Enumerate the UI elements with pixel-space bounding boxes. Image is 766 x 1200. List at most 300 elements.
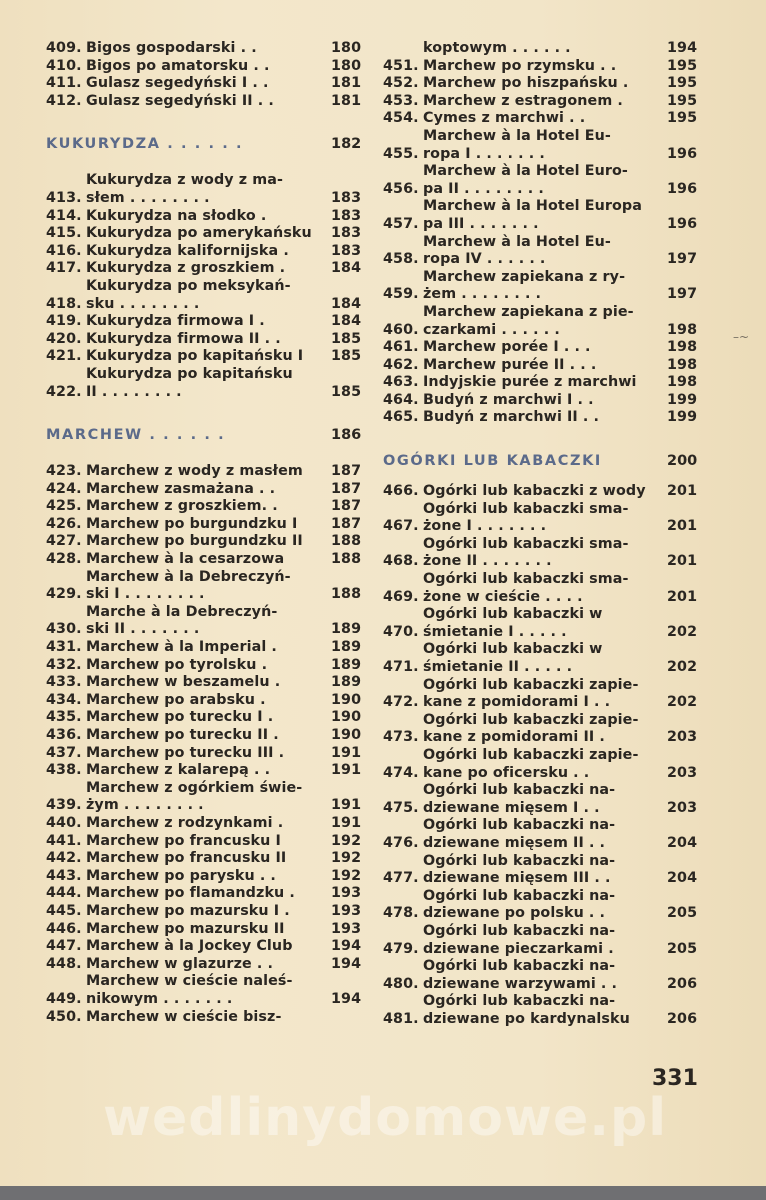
entry-number: 422.	[46, 383, 82, 400]
entry-number: 430.	[46, 621, 82, 638]
entry-number: 415.	[46, 225, 82, 242]
entry-title	[86, 709, 331, 727]
entry-page: 191	[331, 797, 362, 814]
entry-title-line: Ogórki lub kabaczki na-	[423, 922, 616, 939]
section-page: 182	[331, 136, 362, 153]
entry-title-line: Marchew po rzymsku . .	[423, 57, 617, 74]
entry-title	[423, 392, 667, 410]
entry-page: 190	[331, 691, 362, 708]
entry-number: 438.	[46, 762, 82, 779]
entry-title	[86, 75, 331, 93]
index-entry	[46, 639, 362, 657]
entry-title	[86, 208, 331, 226]
entry-title-line: Marchew po parysku . .	[86, 867, 276, 884]
entry-title	[86, 225, 331, 243]
entry-title-line: Marchew po flamandzku .	[86, 885, 295, 902]
index-entry	[383, 57, 698, 76]
entry-page: 193	[331, 902, 362, 919]
entry-page: 189	[331, 674, 362, 691]
index-entry	[383, 483, 698, 501]
entry-title	[86, 780, 331, 815]
entry-page: 195	[667, 57, 698, 74]
watermark: wedlinydomowe.pl	[102, 1088, 668, 1148]
entry-number: 418.	[46, 295, 82, 312]
entry-page: 204	[667, 870, 698, 887]
entry-title	[86, 833, 331, 851]
section-heading	[46, 427, 362, 444]
entry-page: 188	[331, 586, 362, 603]
spacer	[383, 469, 695, 483]
index-entry	[383, 817, 698, 852]
entry-number: 479.	[383, 940, 419, 957]
entry-title-line: Marchew w cieście bisz-	[86, 1008, 282, 1025]
spacer	[383, 427, 695, 453]
entry-title-line: Marchew à la Imperial .	[86, 639, 277, 656]
entry-page: 203	[667, 729, 698, 746]
index-entry	[383, 303, 698, 339]
entry-title	[86, 639, 331, 657]
entry-title	[423, 923, 667, 958]
entry-title-line: Marchew à la Hotel Eu-	[423, 127, 611, 144]
entry-title-line: Marchew z rodzynkami .	[86, 814, 284, 831]
entry-number: 447.	[46, 938, 82, 955]
entry-title-line: Ogórki lub kabaczki sma-	[423, 571, 629, 588]
index-entry	[46, 498, 362, 516]
entry-page: 191	[331, 762, 362, 779]
index-entry	[46, 867, 362, 886]
index-entry	[46, 603, 362, 639]
entry-number: 462.	[383, 356, 419, 373]
entry-title	[86, 551, 331, 569]
index-entry	[383, 233, 698, 269]
entry-title	[86, 498, 331, 516]
entry-number: 425.	[46, 498, 82, 515]
index-entry	[46, 885, 362, 903]
entry-title	[86, 762, 331, 780]
entry-title	[86, 569, 331, 604]
entry-title-line: Cymes z marchwi . .	[423, 110, 586, 127]
entry-number: 457.	[383, 215, 419, 232]
entry-page: 187	[331, 463, 362, 480]
entry-title-line: Marchew z wody z masłem	[86, 463, 303, 480]
entry-title-line: Marchew à la Debreczyń-	[86, 568, 291, 585]
entry-title-line: śmietanie I . . . . .	[423, 623, 567, 640]
entry-title-line: Bigos po amatorsku . .	[86, 57, 270, 74]
entry-title	[86, 1009, 331, 1027]
entry-title	[86, 40, 331, 58]
index-entry	[383, 391, 698, 410]
entry-page: 194	[667, 40, 698, 56]
entry-title	[86, 745, 331, 763]
index-column-left	[46, 40, 362, 1026]
entry-title	[86, 956, 331, 974]
index-entry	[383, 339, 698, 357]
entry-title	[86, 692, 331, 710]
entry-number: 427.	[46, 533, 82, 550]
section-heading	[383, 453, 698, 470]
entry-title-line: żone II . . . . . . .	[423, 553, 552, 570]
entry-page: 181	[331, 92, 362, 109]
entry-title-line: koptowym . . . . . .	[423, 40, 571, 56]
entry-title	[86, 58, 331, 76]
entry-title	[86, 921, 331, 939]
entry-page: 185	[331, 330, 362, 347]
entry-title	[86, 516, 331, 534]
entry-title-line: II . . . . . . . .	[86, 383, 182, 400]
index-entry	[46, 973, 362, 1008]
entry-number: 444.	[46, 885, 82, 902]
entry-page: 185	[331, 348, 362, 365]
index-entry	[46, 225, 362, 243]
index-entry	[46, 551, 362, 569]
entry-title-line: Ogórki lub kabaczki z wody	[423, 483, 646, 500]
entry-title-line: Ogórki lub kabaczki na-	[423, 887, 616, 904]
entry-page: 205	[667, 905, 698, 922]
entry-page: 206	[667, 975, 698, 992]
entry-page: 196	[667, 145, 698, 162]
section-page: 200	[667, 453, 698, 470]
entry-page: 184	[331, 260, 362, 277]
entry-title-line: żone I . . . . . . .	[423, 518, 547, 535]
index-entry	[46, 348, 362, 366]
entry-number: 460.	[383, 321, 419, 338]
index-entry	[46, 277, 362, 313]
entry-page: 189	[331, 621, 362, 638]
index-entry	[46, 920, 362, 939]
entry-number: 428.	[46, 551, 82, 568]
entry-page: 205	[667, 940, 698, 957]
entry-number: 410.	[46, 57, 82, 74]
entry-number: 471.	[383, 659, 419, 675]
index-column-right	[383, 40, 698, 1028]
entry-page: 196	[667, 215, 698, 232]
entry-number: 431.	[46, 639, 82, 656]
entry-title-line: Ogórki lub kabaczki na-	[423, 852, 616, 869]
entry-title-line: Ogórki lub kabaczki na-	[423, 782, 616, 799]
entry-title	[423, 501, 667, 536]
entry-page: 180	[331, 40, 362, 56]
entry-page: 192	[331, 850, 362, 867]
entry-page: 194	[331, 955, 362, 972]
entry-title	[423, 269, 667, 304]
entry-number: 439.	[46, 797, 82, 814]
entry-title	[423, 110, 667, 128]
entry-title-line: żone w cieście . . . .	[423, 588, 583, 605]
entry-title-line: ski I . . . . . . . .	[86, 586, 205, 603]
entry-title-line: dziewane mięsem III . .	[423, 870, 611, 887]
entry-title-line: Marchew porée I . . .	[423, 339, 591, 356]
entry-page: 194	[331, 938, 362, 955]
entry-title-line: Kukurydza po amerykańsku	[86, 225, 312, 242]
entry-title	[86, 172, 331, 207]
index-entry	[383, 127, 698, 163]
entry-page: 187	[331, 515, 362, 532]
index-entry	[46, 674, 362, 692]
entry-title	[423, 40, 667, 58]
index-entry	[383, 163, 698, 198]
entry-title	[423, 958, 667, 993]
entry-number: 475.	[383, 799, 419, 816]
index-entry	[46, 313, 362, 331]
entry-title-line: Kukurydza kalifornijska .	[86, 242, 289, 259]
entry-number: 472.	[383, 694, 419, 711]
entry-title-line: Ogórki lub kabaczki zapie-	[423, 711, 639, 728]
entry-title	[423, 75, 667, 93]
entry-title-line: czarkami . . . . . .	[423, 321, 560, 338]
index-entry	[46, 207, 362, 226]
entry-page: 189	[331, 656, 362, 673]
entry-title-line: Marchew à la cesarzowa	[86, 551, 285, 568]
entry-page: 193	[331, 885, 362, 902]
index-entry	[46, 762, 362, 780]
entry-title-line: Marchew po turecku III .	[86, 744, 285, 761]
entry-page: 204	[667, 834, 698, 851]
entry-number: 463.	[383, 374, 419, 391]
entry-title-line: Ogórki lub kabaczki na-	[423, 993, 616, 1010]
entry-page: 201	[667, 518, 698, 535]
index-entry	[46, 533, 362, 551]
entry-page: 190	[331, 727, 362, 743]
entry-number: 436.	[46, 727, 82, 743]
entry-number: 450.	[46, 1008, 82, 1025]
entry-number: 459.	[383, 286, 419, 303]
entry-page: 184	[331, 295, 362, 312]
entry-number: 412.	[46, 92, 82, 109]
entry-title-line: Ogórki lub kabaczki na-	[423, 958, 616, 975]
entry-page: 201	[667, 553, 698, 570]
entry-title-line: Marchew po hiszpańsku .	[423, 75, 629, 92]
entry-title	[86, 674, 331, 692]
entry-number: 466.	[383, 483, 419, 500]
entry-title-line: Marchew zasmażana . .	[86, 480, 276, 497]
entry-page: 183	[331, 242, 362, 259]
entry-title	[423, 93, 667, 111]
index-entry	[383, 993, 698, 1028]
entry-title-line: Indyjskie purée z marchwi	[423, 374, 637, 391]
page-number: 331	[652, 1066, 698, 1091]
entry-title-line: Kukurydza firmowa I .	[86, 313, 265, 330]
entry-title-line: Marchew po mazursku I .	[86, 902, 290, 919]
entry-title	[423, 571, 667, 606]
entry-title-line: Marchew po turecku I .	[86, 709, 274, 726]
entry-title-line: Ogórki lub kabaczki zapie-	[423, 676, 639, 693]
entry-title-line: Ogórki lub kabaczki sma-	[423, 535, 629, 552]
entry-number: 465.	[383, 409, 419, 426]
entry-title	[423, 677, 667, 712]
entry-number: 480.	[383, 975, 419, 992]
entry-title-line: Ogórki lub kabaczki sma-	[423, 500, 629, 517]
entry-title-line: Marchew po francusku I	[86, 832, 281, 849]
index-entry	[46, 92, 362, 111]
index-entry	[46, 744, 362, 763]
entry-number: 470.	[383, 623, 419, 640]
index-entry	[383, 374, 698, 392]
index-entry	[383, 958, 698, 993]
entry-number: 451.	[383, 57, 419, 74]
entry-page: 191	[331, 744, 362, 761]
index-entry	[46, 656, 362, 675]
entry-title-line: dziewane mięsem I . .	[423, 799, 600, 816]
entry-number: 449.	[46, 990, 82, 1007]
entry-page: 203	[667, 799, 698, 816]
spacer	[46, 401, 359, 427]
entry-title	[423, 409, 667, 427]
entry-page: 183	[331, 207, 362, 224]
entry-title-line: dziewane pieczarkami .	[423, 940, 614, 957]
entry-title-line: Marchew w cieście naleś-	[86, 973, 293, 990]
entry-page: 187	[331, 480, 362, 497]
section-heading	[46, 136, 362, 153]
index-entry	[46, 515, 362, 534]
index-entry	[383, 40, 698, 58]
entry-page: 183	[331, 225, 362, 242]
entry-number: 456.	[383, 180, 419, 197]
index-entry	[46, 850, 362, 868]
entry-title-line: Marchew à la Jockey Club	[86, 938, 293, 955]
entry-title	[86, 93, 331, 111]
entry-title-line: Marchew po mazursku II	[86, 920, 285, 937]
entry-title	[86, 313, 331, 331]
entry-title-line: Gulasz segedyński II . .	[86, 92, 274, 109]
spacer	[46, 152, 359, 172]
entry-title	[86, 604, 331, 639]
entry-number: 417.	[46, 260, 82, 277]
entry-title-line: Kukurydza po kapitańsku I	[86, 348, 304, 365]
entry-title	[86, 850, 331, 868]
entry-title-line: Marchew po francusku II	[86, 850, 287, 867]
entry-page: 194	[331, 990, 362, 1007]
index-entry	[46, 330, 362, 349]
entry-page: 195	[667, 92, 698, 109]
section-title: MARCHEW . . . . . .	[46, 427, 226, 444]
index-entry	[383, 500, 698, 536]
index-entry	[46, 40, 362, 58]
index-entry	[46, 832, 362, 851]
entry-title	[423, 606, 667, 641]
entry-title-line: kane po oficersku . .	[423, 764, 590, 781]
entry-number: 461.	[383, 339, 419, 356]
index-entry	[383, 922, 698, 958]
index-entry	[46, 260, 362, 278]
index-entry	[383, 606, 698, 641]
entry-page: 196	[667, 180, 698, 197]
entry-number: 445.	[46, 902, 82, 919]
entry-number: 452.	[383, 75, 419, 92]
entry-number: 481.	[383, 1010, 419, 1027]
index-entry	[46, 938, 362, 956]
entry-title-line: dziewane po polsku . .	[423, 905, 606, 922]
entry-title	[423, 993, 667, 1028]
entry-title-line: Bigos gospodarski . .	[86, 40, 257, 56]
entry-number: 416.	[46, 242, 82, 259]
entry-title-line: Gulasz segedyński I . .	[86, 75, 269, 92]
index-entry	[46, 365, 362, 401]
entry-title-line: pa II . . . . . . . .	[423, 180, 544, 197]
entry-page: 198	[667, 339, 698, 356]
entry-number: 432.	[46, 656, 82, 673]
entry-title-line: Budyń z marchwi I . .	[423, 391, 594, 408]
entry-number: 453.	[383, 92, 419, 109]
entry-title-line: Marchew z kalarepą . .	[86, 762, 271, 779]
index-entry	[383, 641, 698, 676]
entry-title	[86, 366, 331, 401]
entry-title	[86, 727, 331, 745]
entry-page: 183	[331, 189, 362, 206]
entry-number: 424.	[46, 480, 82, 497]
entry-title-line: Marchew à la Hotel Eu-	[423, 233, 611, 250]
entry-number: 478.	[383, 905, 419, 922]
entry-number: 454.	[383, 110, 419, 127]
index-entry	[46, 955, 362, 974]
entry-page: 206	[667, 1010, 698, 1027]
entry-number: 473.	[383, 729, 419, 746]
scan-edge	[0, 1186, 766, 1200]
entry-number: 464.	[383, 391, 419, 408]
index-entry	[383, 356, 698, 375]
index-entry	[46, 1009, 359, 1027]
entry-page: 198	[667, 321, 698, 338]
entry-page: 199	[667, 409, 698, 426]
entry-page: 180	[331, 57, 362, 74]
index-entry	[383, 887, 698, 923]
index-entry	[383, 711, 698, 747]
entry-number: 434.	[46, 691, 82, 708]
entry-title-line: Kukurydza po meksykań-	[86, 277, 291, 294]
entry-title-line: nikowym . . . . . . .	[86, 990, 233, 1007]
entry-title	[86, 463, 331, 481]
index-entry	[383, 110, 698, 128]
entry-number: 429.	[46, 586, 82, 603]
index-entry	[383, 535, 698, 571]
entry-title	[423, 163, 667, 198]
margin-mark: –~	[733, 330, 750, 344]
entry-number: 442.	[46, 850, 82, 867]
entry-title	[423, 712, 667, 747]
entry-title	[86, 331, 331, 349]
entry-title-line: ropa IV . . . . . .	[423, 251, 546, 268]
entry-title-line: dziewane warzywami . .	[423, 975, 618, 992]
entry-page: 195	[667, 110, 698, 127]
entry-title-line: Kukurydza firmowa II . .	[86, 330, 281, 347]
entry-page: 188	[331, 533, 362, 550]
entry-page: 181	[331, 75, 362, 92]
index-entry	[383, 268, 698, 304]
section-title: KUKURYDZA . . . . . .	[46, 136, 244, 153]
entry-number: 458.	[383, 251, 419, 268]
index-entry	[46, 75, 362, 93]
entry-title-line: Marchew à la Hotel Europa	[423, 198, 643, 215]
entry-title-line: Marchew purée II . . .	[423, 356, 597, 373]
entry-title-line: Kukurydza na słodko .	[86, 207, 267, 224]
entry-page: 201	[667, 483, 698, 500]
entry-title-line: Kukurydza z wody z ma-	[86, 172, 284, 189]
entry-number: 443.	[46, 867, 82, 884]
spacer	[46, 110, 359, 136]
entry-page: 193	[331, 920, 362, 937]
entry-number: 448.	[46, 955, 82, 972]
entry-number: 469.	[383, 588, 419, 605]
entry-title	[423, 58, 667, 76]
entry-page: 202	[667, 694, 698, 711]
entry-title	[86, 533, 331, 551]
index-entry	[46, 242, 362, 261]
entry-title-line: dziewane mięsem II . .	[423, 834, 606, 851]
entry-title	[423, 128, 667, 163]
entry-page: 201	[667, 588, 698, 605]
index-entry	[46, 691, 362, 710]
entry-title	[86, 938, 331, 956]
entry-page: 202	[667, 623, 698, 640]
